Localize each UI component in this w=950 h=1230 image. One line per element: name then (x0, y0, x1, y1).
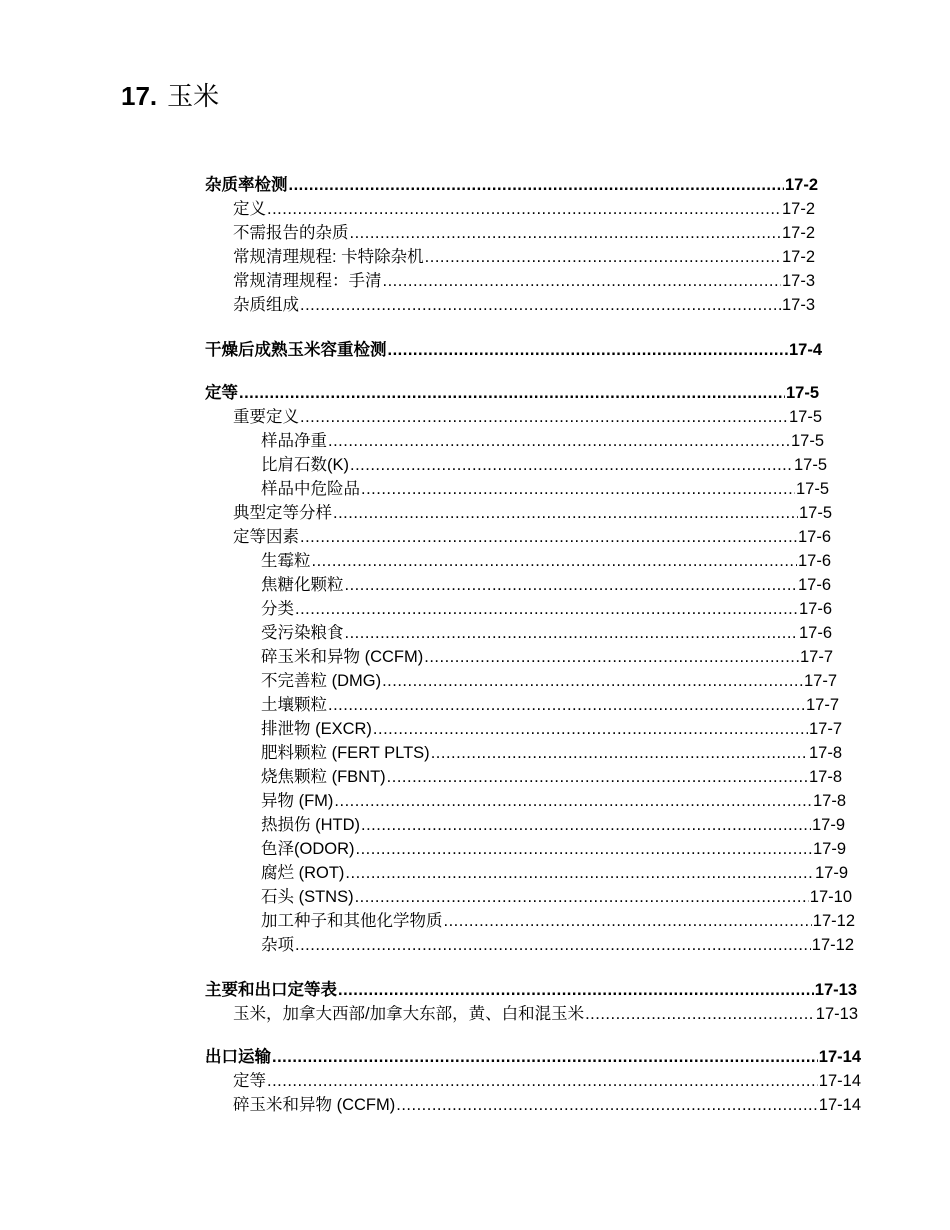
dot-leader (300, 295, 781, 315)
dot-leader (300, 527, 797, 547)
toc-entry[interactable] (261, 691, 839, 715)
toc-entry-label: 杂质率检测 (205, 176, 288, 194)
toc-entry-label: 定义 (233, 200, 266, 218)
toc-entry-page: 17-6 (797, 528, 831, 546)
toc-entry-label: 热损伤 (HTD) (261, 816, 360, 834)
toc-entry[interactable] (261, 451, 827, 475)
toc-entry-page: 17-10 (809, 888, 852, 906)
dot-leader (333, 503, 798, 523)
toc-entry-page: 17-9 (814, 864, 848, 882)
toc-entry-label: 排泄物 (EXCR) (261, 720, 372, 738)
toc-section-entry[interactable] (205, 976, 857, 1000)
toc-entry-page: 17-6 (797, 552, 831, 570)
toc-entry-label: 常规清理规程：手清 (233, 272, 382, 290)
dot-leader (361, 479, 795, 499)
toc-section-entry[interactable] (205, 379, 819, 403)
toc-entry[interactable] (233, 291, 815, 315)
chapter-number: 17. (121, 81, 158, 111)
dot-leader (345, 863, 814, 883)
toc-entry-label: 杂项 (261, 936, 294, 954)
toc-entry-page: 17-6 (798, 600, 832, 618)
toc-entry-page: 17-8 (808, 768, 842, 786)
dot-leader (289, 175, 784, 195)
dot-leader (300, 407, 788, 427)
toc-entry-label: 碎玉米和异物 (CCFM) (261, 648, 424, 666)
toc-entry-page: 17-5 (798, 504, 832, 522)
toc-entry-page: 17-9 (811, 816, 845, 834)
toc-entry-page: 17-14 (818, 1072, 861, 1090)
toc-entry-page: 17-8 (808, 744, 842, 762)
dot-leader (267, 1071, 818, 1091)
toc-entry[interactable] (261, 571, 831, 595)
toc-entry-label: 重要定义 (233, 408, 299, 426)
toc-entry-page: 17-5 (793, 456, 827, 474)
dot-leader (350, 455, 793, 475)
toc-entry-label: 杂质组成 (233, 296, 299, 314)
dot-leader (328, 431, 790, 451)
toc-entry[interactable] (233, 523, 831, 547)
toc-entry-page: 17-2 (784, 176, 818, 194)
toc-entry-label: 典型定等分样 (233, 504, 332, 522)
dot-leader (388, 340, 788, 360)
toc-entry-page: 17-2 (781, 200, 815, 218)
dot-leader (338, 980, 814, 1000)
dot-leader (383, 271, 781, 291)
toc-entry-label: 生霉粒 (261, 552, 311, 570)
toc-entry-page: 17-3 (781, 296, 815, 314)
chapter-title: 玉米 (167, 82, 220, 112)
toc-entry-page: 17-2 (781, 248, 815, 266)
toc-entry[interactable] (233, 1000, 858, 1024)
toc-entry[interactable] (261, 667, 837, 691)
toc-entry-page: 17-7 (799, 648, 833, 666)
toc-entry-label: 不完善粒 (DMG) (261, 672, 382, 690)
toc-entry-page: 17-14 (818, 1048, 861, 1066)
dot-leader (328, 695, 805, 715)
toc-entry-label: 不需报告的杂质 (233, 224, 349, 242)
toc-section-entry[interactable] (205, 336, 822, 360)
dot-leader (272, 1047, 818, 1067)
toc-entry-label: 土壤颗粒 (261, 696, 327, 714)
dot-leader (424, 647, 799, 667)
dot-leader (312, 551, 797, 571)
dot-leader (373, 719, 808, 739)
dot-leader (431, 743, 808, 763)
toc-entry-label: 常规清理规程: 卡特除杂机 (233, 248, 424, 266)
toc-entry[interactable] (261, 595, 832, 619)
dot-leader (267, 199, 781, 219)
toc-entry[interactable] (261, 787, 846, 811)
toc-entry-label: 玉米，加拿大西部/加拿大东部，黄、白和混玉米 (233, 1005, 585, 1023)
toc-entry-label: 定等 (205, 384, 238, 402)
toc-entry[interactable] (233, 219, 815, 243)
toc-entry[interactable] (233, 1091, 861, 1115)
toc-entry-label: 烧焦颗粒 (FBNT) (261, 768, 386, 786)
toc-entry-page: 17-5 (795, 480, 829, 498)
toc-entry[interactable] (233, 1067, 861, 1091)
toc-section-entry[interactable] (205, 171, 818, 195)
toc-entry[interactable] (233, 243, 815, 267)
toc-entry-label: 定等因素 (233, 528, 299, 546)
toc-entry-page: 17-14 (818, 1096, 861, 1114)
toc-entry-label: 加工种子和其他化学物质 (261, 912, 443, 930)
toc-entry[interactable] (261, 547, 831, 571)
toc-entry-label: 比肩石数(K) (261, 456, 349, 474)
toc-entry-label: 受污染粮食 (261, 624, 344, 642)
toc-entry-page: 17-12 (812, 912, 855, 930)
toc-entry-label: 样品净重 (261, 432, 327, 450)
toc-entry-page: 17-7 (803, 672, 837, 690)
toc-entry-page: 17-5 (790, 432, 824, 450)
toc-entry[interactable] (233, 499, 832, 523)
dot-leader (345, 623, 798, 643)
toc-entry-page: 17-7 (805, 696, 839, 714)
toc-section-entry[interactable] (205, 1043, 861, 1067)
toc-entry[interactable] (261, 811, 845, 835)
toc-entry-label: 色泽(ODOR) (261, 840, 355, 858)
toc-entry-label: 肥料颗粒 (FERT PLTS) (261, 744, 430, 762)
dot-leader (425, 247, 781, 267)
toc-entry-label: 石头 (STNS) (261, 888, 354, 906)
toc-entry-label: 干燥后成熟玉米容重检测 (205, 341, 387, 359)
toc-entry-label: 焦糖化颗粒 (261, 576, 344, 594)
toc-entry[interactable] (261, 835, 846, 859)
toc-entry[interactable] (233, 267, 815, 291)
dot-leader (295, 599, 798, 619)
toc-entry[interactable] (261, 739, 842, 763)
toc-entry-page: 17-7 (808, 720, 842, 738)
toc-entry-page: 17-13 (814, 981, 857, 999)
dot-leader (444, 911, 812, 931)
toc-entry[interactable] (261, 859, 848, 883)
dot-leader (355, 887, 809, 907)
toc-entry-page: 17-12 (811, 936, 854, 954)
toc-entry-page: 17-4 (788, 341, 822, 359)
dot-leader (350, 223, 781, 243)
toc-entry[interactable] (261, 715, 842, 739)
toc-entry-label: 定等 (233, 1072, 266, 1090)
toc-entry-page: 17-6 (797, 576, 831, 594)
toc-entry-page: 17-3 (781, 272, 815, 290)
toc-entry-label: 样品中危险品 (261, 480, 360, 498)
toc-entry[interactable] (233, 195, 815, 219)
toc-entry[interactable] (261, 907, 855, 931)
toc-entry[interactable] (261, 475, 829, 499)
toc-entry[interactable] (261, 763, 842, 787)
toc-entry[interactable] (261, 931, 854, 955)
toc-entry-page: 17-2 (781, 224, 815, 242)
toc-entry-page: 17-5 (785, 384, 819, 402)
toc-entry[interactable] (261, 643, 833, 667)
toc-entry[interactable] (261, 619, 832, 643)
dot-leader (356, 839, 812, 859)
toc-entry-label: 碎玉米和异物 (CCFM) (233, 1096, 396, 1114)
dot-leader (239, 383, 785, 403)
toc-entry-page: 17-13 (815, 1005, 858, 1023)
toc-entry[interactable] (261, 883, 852, 907)
dot-leader (334, 791, 812, 811)
toc-entry[interactable] (233, 403, 822, 427)
dot-leader (396, 1095, 818, 1115)
dot-leader (295, 935, 811, 955)
toc-entry-label: 主要和出口定等表 (205, 981, 337, 999)
toc-entry-label: 腐烂 (ROT) (261, 864, 345, 882)
dot-leader (585, 1004, 815, 1024)
dot-leader (387, 767, 808, 787)
toc-entry-label: 出口运输 (205, 1048, 271, 1066)
toc-entry-page: 17-8 (812, 792, 846, 810)
toc-entry-label: 分类 (261, 600, 294, 618)
dot-leader (361, 815, 811, 835)
toc-entry-page: 17-5 (788, 408, 822, 426)
toc-entry[interactable] (261, 427, 824, 451)
dot-leader (345, 575, 797, 595)
toc-entry-label: 异物 (FM) (261, 792, 334, 810)
toc-entry-page: 17-9 (812, 840, 846, 858)
toc-entry-page: 17-6 (798, 624, 832, 642)
dot-leader (382, 671, 803, 691)
